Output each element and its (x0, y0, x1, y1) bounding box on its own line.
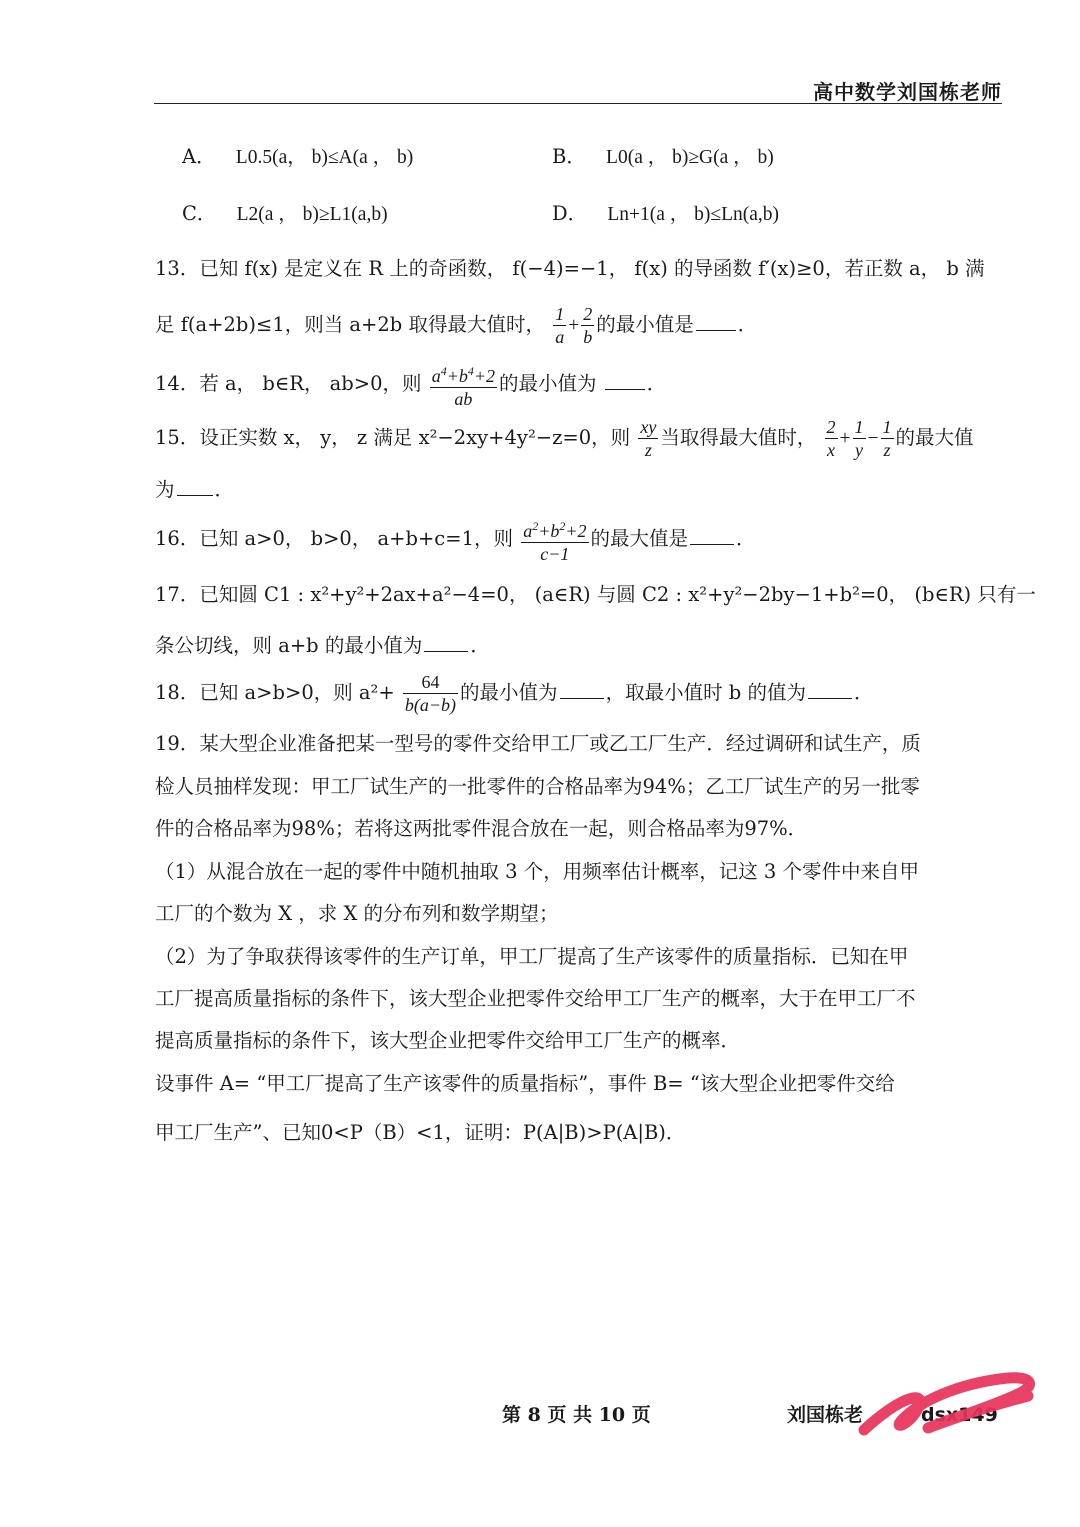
option-a-text: L0.5(a， b)≤A(a ， b) (235, 147, 414, 168)
q19-line3: 件的合格品率为98%；若将这两批零件混合放在一起，则合格品率为97%． (155, 817, 808, 840)
q16-number: 16． (155, 527, 200, 550)
q15-line2: 为 ． (155, 475, 1002, 505)
option-b (552, 142, 774, 173)
option-c (182, 199, 388, 230)
option-d-label: D． (552, 202, 588, 225)
q13-number: 13． (155, 257, 200, 280)
q14-text-2: 的最小值为 (499, 372, 597, 395)
q17-number: 17． (155, 583, 200, 606)
q19-part2-line1: （2）为了争取获得该零件的生产订单，甲工厂提高了生产该零件的质量指标．已知在甲 (155, 945, 909, 968)
q18-text-2: 的最小值为 (460, 681, 558, 704)
q14-text-1: 若 a， b∈R， ab>0，则 (199, 372, 422, 395)
q18-text-3: ，取最小值时 b 的值为 (605, 681, 806, 704)
q16-text-2: 的最大值是 (590, 527, 689, 550)
q16-text-1: 已知 a>0， b>0， a+b+c=1，则 (199, 527, 513, 550)
q13-text-3: 的最小值是 (596, 313, 694, 336)
option-a (182, 142, 413, 173)
q15-text-2: 当取得最大值时， (660, 426, 817, 449)
q18-line: 18．已知 a>b>0，则 a²+ $\frac{64}{b(a-b)}$ 的最小值为 ，取最小值时 b 的值为 ． (155, 672, 874, 715)
answer-blank (605, 369, 645, 390)
header-title: 高中数学刘国栋老师 (813, 80, 1002, 104)
q15-fraction-1z: $\frac{1}{z}$ (882, 417, 892, 460)
q18-fraction: $\frac{64}{b(a-b)}$ (404, 672, 457, 715)
q13-fraction-2: $\frac{2}{b}$ (583, 304, 593, 347)
q19-part1-line1: （1）从混合放在一起的零件中随机抽取 3 个，用频率估计概率，记这 3 个零件中来自甲 (155, 860, 920, 883)
option-c-label: C． (182, 202, 217, 225)
q15-fraction-xy: $\frac{xy}{z}$ (640, 417, 657, 460)
q15-number: 15． (155, 426, 200, 449)
q13-line2: 足 f(a+2b)≤1，则当 a+2b 取得最大值时， $\frac{1}{a}$ + $\frac{2}{b}$ 的最小值是 ． (155, 304, 758, 347)
q19-part1-line2: 工厂的个数为 X ，求 X 的分布列和数学期望； (155, 902, 559, 925)
q18-number: 18． (155, 681, 200, 704)
q15-fraction-2x: $\frac{2}{x}$ (826, 417, 836, 460)
q15-text-4: 为 (155, 478, 175, 501)
q14-line: 14．若 a， b∈R， ab>0，则 $\frac{a^4+b^4+2}{ab}$ 的最小值为 ． (155, 359, 1002, 409)
answer-blank (696, 310, 736, 331)
q19-part2-line3: 提高质量指标的条件下，该大型企业把零件交给甲工厂生产的概率． (155, 1029, 741, 1052)
q13-text-1: 已知 f(x) 是定义在 R 上的奇函数， f(−4)=−1， f(x) 的导函数 f′(x)≥0，若正数 a， b 满 (199, 257, 985, 280)
q19-part2-line5: 甲工厂生产”、已知0<P（B）<1，证明：P(A|B)>P(A|B)． (155, 1121, 686, 1144)
q15-text-1: 设正实数 x， y， z 满足 x²−2xy+4y²−z=0，则 (199, 426, 631, 449)
q17-text-1: 已知圆 C1 : x²+y²+2ax+a²−4=0， (a∈R) 与圆 C2 : x²+y²−2by−1+b²=0， (b∈R) 只有一 (199, 583, 1036, 606)
page-number: 第 8 页 共 10 页 (502, 1404, 651, 1426)
header-rule (154, 103, 1002, 104)
answer-blank (808, 678, 852, 699)
redaction-scribble (858, 1368, 1043, 1443)
footer-author-text: 刘国栋老 (787, 1404, 864, 1426)
q17-text-2: 条公切线，则 a+b 的最小值为 (155, 634, 423, 657)
q19-number: 19． (155, 732, 200, 755)
q19-part2-line2: 工厂提高质量指标的条件下，该大型企业把零件交给甲工厂生产的概率，大于在甲工厂不 (155, 987, 916, 1010)
q16-line: 16．已知 a>0， b>0， a+b+c=1，则 $\frac{a^2+b^2+2}{c-1}$ 的最大值是 ． (155, 514, 1002, 564)
q15-text-3: 的最大值 (895, 426, 974, 449)
q15-fraction-1y: $\frac{1}{y}$ (854, 417, 864, 460)
answer-blank (690, 524, 734, 545)
q19-line1 (155, 729, 1002, 759)
answer-blank (177, 475, 213, 496)
q18-text-1: 已知 a>b>0，则 a²+ (199, 681, 395, 704)
answer-blank (424, 631, 468, 652)
option-d (552, 199, 779, 230)
q19-part2-line4: 设事件 A= “甲工厂提高了生产该零件的质量指标”，事件 B= “该大型企业把零件交给 (155, 1072, 895, 1095)
answer-blank (560, 678, 604, 699)
q14-number: 14． (155, 372, 200, 395)
q19-text-1: 某大型企业准备把某一型号的零件交给甲工厂或乙工厂生产．经过调研和试生产，质 (199, 732, 921, 755)
q14-fraction: $\frac{a^4+b^4+2}{ab}$ (430, 360, 497, 410)
q19-line2: 检人员抽样发现：甲工厂试生产的一批零件的合格品率为94%；乙工厂试生产的另一批零 (155, 775, 920, 798)
q13-fraction-1: $\frac{1}{a}$ (555, 304, 565, 347)
option-b-text: L0(a ， b)≥G(a ， b) (606, 147, 774, 168)
option-a-label: A． (182, 145, 216, 168)
q13-text-2: 足 f(a+2b)≤1，则当 a+2b 取得最大值时， (155, 313, 545, 336)
option-c-text: L2(a ， b)≥L1(a,b) (236, 204, 388, 225)
option-b-label: B． (552, 145, 586, 168)
q17-line2: 条公切线，则 a+b 的最小值为 ． (155, 631, 1002, 661)
q16-fraction: $\frac{a^2+b^2+2}{c-1}$ (521, 515, 588, 565)
q13-line1 (155, 254, 1002, 284)
q15-line1: 15．设正实数 x， y， z 满足 x²−2xy+4y²−z=0，则 $\frac{xy}{z}$ 当取得最大值时， $\frac{2}{x}$ + $\frac{1}{y}$ − $\frac{1}{z}$ 的最大值 (155, 417, 974, 460)
option-d-text: Ln+1(a ， b)≤Ln(a,b) (607, 204, 780, 225)
q17-line1 (155, 580, 1036, 610)
footer-author-tail: dsx149 (921, 1404, 998, 1426)
